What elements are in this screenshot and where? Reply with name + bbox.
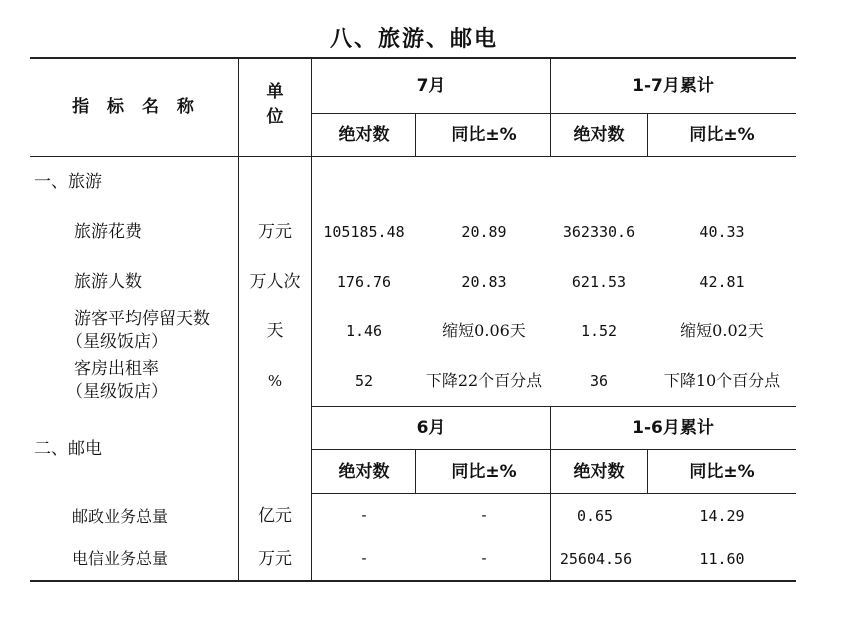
- a-abs-yoy-rule: [415, 114, 416, 157]
- section-label-tourism: 一、旅游: [34, 172, 102, 192]
- row-b-abs: 362330.6: [562, 223, 636, 241]
- section2-b-yoy-header: 同比±%: [689, 462, 755, 482]
- period-b-header: 1-7月累计: [632, 76, 714, 96]
- row-a-abs: 176.76: [336, 273, 392, 291]
- row-name: 旅游花费: [74, 222, 142, 242]
- row-name: 游客平均停留天数: [74, 309, 210, 329]
- section2-header-bottom-rule: [312, 493, 796, 494]
- row-a-abs: -: [359, 506, 369, 524]
- row-a-yoy: -: [479, 549, 489, 567]
- section2-a-abs-header: 绝对数: [338, 462, 390, 482]
- row-b-yoy: 14.29: [699, 507, 745, 525]
- section-label-post-telecom: 二、邮电: [34, 439, 102, 459]
- row-b-yoy: 11.60: [699, 550, 745, 568]
- header-bottom-rule: [30, 156, 796, 157]
- section2-a-yoy-header: 同比±%: [451, 462, 517, 482]
- header-divider: [312, 113, 796, 114]
- a-yoy-header: 同比±%: [451, 125, 517, 145]
- page-title: 八、旅游、邮电: [329, 27, 498, 52]
- row-b-yoy: 40.33: [699, 223, 745, 241]
- table-top-rule: [30, 57, 796, 59]
- row-b-abs: 621.53: [571, 273, 627, 291]
- period-split-rule: [550, 58, 551, 157]
- row-a-abs: 52: [354, 372, 374, 390]
- a-abs-header: 绝对数: [338, 125, 390, 145]
- section2-header-top-rule: [312, 406, 796, 407]
- section2-period-split-rule: [550, 407, 551, 581]
- row-name-note: （星级饭店）: [66, 382, 168, 402]
- row-unit: 万元: [258, 549, 292, 569]
- row-name: 旅游人数: [74, 272, 142, 292]
- row-b-abs: 0.65: [576, 507, 614, 525]
- row-a-abs: -: [359, 549, 369, 567]
- section2-a-abs-yoy-rule: [415, 450, 416, 494]
- row-unit: 亿元: [258, 506, 292, 526]
- b-abs-header: 绝对数: [573, 125, 625, 145]
- indicator-header: 指 标 名 称: [72, 97, 200, 117]
- row-b-yoy: 缩短0.02天: [680, 321, 764, 340]
- section2-header-divider: [312, 449, 796, 450]
- unit-column-rule: [311, 58, 312, 581]
- section2-b-abs-header: 绝对数: [573, 462, 625, 482]
- b-abs-yoy-rule: [647, 114, 648, 157]
- row-unit: %: [267, 372, 283, 390]
- row-a-yoy: 20.89: [461, 223, 507, 241]
- row-a-yoy: 缩短0.06天: [442, 321, 526, 340]
- table-bottom-rule: [30, 580, 796, 582]
- row-name: 邮政业务总量: [72, 507, 169, 526]
- b-yoy-header: 同比±%: [689, 125, 755, 145]
- section2-b-abs-yoy-rule: [647, 450, 648, 494]
- row-name: 电信业务总量: [72, 549, 169, 568]
- row-a-abs: 105185.48: [323, 223, 405, 241]
- unit-header-line1: 单: [266, 82, 284, 102]
- indicator-column-rule: [238, 58, 239, 581]
- period-a-header: 7月: [416, 76, 446, 96]
- row-a-yoy: 下降22个百分点: [425, 371, 543, 390]
- row-b-yoy: 42.81: [699, 273, 745, 291]
- row-a-yoy: 20.83: [461, 273, 507, 291]
- row-name: 客房出租率: [74, 359, 159, 379]
- row-b-abs: 1.52: [580, 322, 618, 340]
- row-unit: 天: [266, 321, 284, 341]
- row-unit: 万人次: [249, 272, 301, 292]
- row-b-abs: 25604.56: [559, 550, 633, 568]
- row-a-abs: 1.46: [345, 322, 383, 340]
- row-b-yoy: 下降10个百分点: [663, 371, 781, 390]
- row-name-note: （星级饭店）: [66, 332, 168, 352]
- section2-period-b-header: 1-6月累计: [632, 418, 714, 438]
- row-a-yoy: -: [479, 506, 489, 524]
- unit-header-line2: 位: [266, 107, 284, 127]
- row-b-abs: 36: [589, 372, 609, 390]
- section2-period-a-header: 6月: [416, 418, 446, 438]
- row-unit: 万元: [258, 222, 292, 242]
